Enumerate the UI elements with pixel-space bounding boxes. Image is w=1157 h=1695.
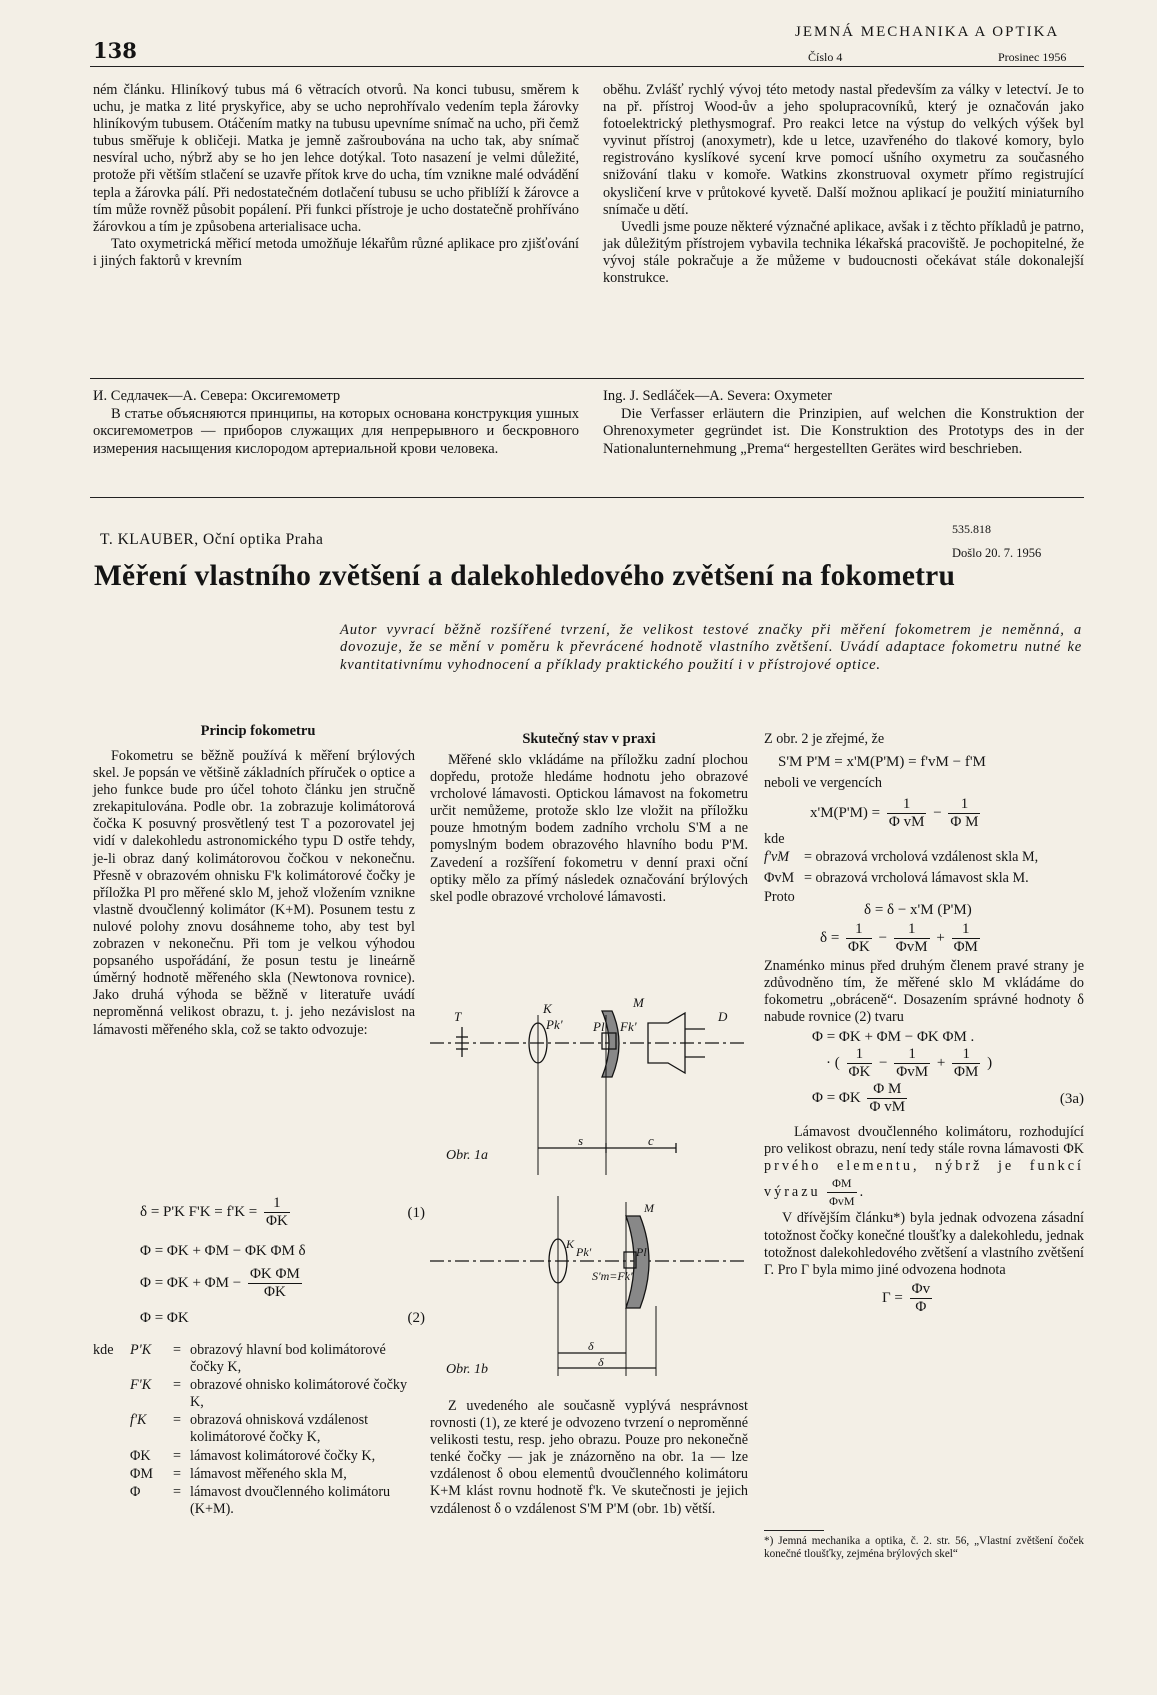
defs-kde: kde: [93, 1342, 114, 1358]
frac-num: 1: [952, 1046, 980, 1064]
frac-num: 1: [847, 1046, 873, 1064]
summary-ru-title: И. Седлачек—А. Севера: Оксигемометр: [93, 388, 341, 404]
eq1-den: ΦK: [265, 1213, 288, 1229]
definition-row: [93, 1448, 423, 1466]
eq1-num: 1: [264, 1195, 290, 1213]
issue-label: Číslo 4: [808, 50, 843, 64]
eqphi2-fraction-2: [894, 1046, 930, 1081]
frac-den: ΦK: [848, 1063, 871, 1080]
def-text: = obrazová vrcholová lámavost skla M.: [804, 869, 1029, 886]
fig-label-s: s: [578, 1133, 584, 1148]
figure-1b-caption: Obr. 1b: [446, 1362, 489, 1377]
figure-1b: [430, 1196, 750, 1376]
def-eq: =: [173, 1412, 182, 1429]
summary-de-title: Ing. J. Sedláček—A. Severa: Oxymeter: [603, 388, 833, 404]
eq1-lhs: δ = P'K F'K = f'K =: [140, 1203, 258, 1220]
article-author: T. KLAUBER, Oční optika Praha: [100, 531, 324, 548]
frac-den: Φ vM: [869, 1098, 906, 1115]
section-rule: [90, 378, 1084, 379]
prev-col2-paragraph: Uvedli jsme pouze některé význačné aplikace, avšak i z těchto příkladů je patrno, jak důležitým přístrojem vybavila technika lékařská pracoviště. Je pochopitelné, že vývoj stále pokračuje a že můžeme v budoucnosti očekávat stále dokonalejší konstrukce.: [603, 218, 1084, 287]
prev-article-col1: [93, 82, 579, 270]
def-eq: =: [173, 1377, 182, 1394]
def-symbol: P'K: [130, 1342, 152, 1358]
equation-a: Φ = ΦK + ΦM − ΦK ΦM δ: [140, 1243, 306, 1259]
def-text: lámavost dvoučlenného kolimátoru (K+M).: [190, 1483, 391, 1517]
journal-title: JEMNÁ MECHANIKA A OPTIKA: [795, 24, 1060, 40]
equation-delta-2: δ = $\frac{1}{\Phi K}$ − $\frac{1}{\text{ΦvM}}$ + $\frac{1}{\Phi M}$: [820, 920, 978, 956]
eq2-body: Φ = ΦK: [140, 1310, 189, 1326]
frac-den: ΦK: [848, 939, 870, 956]
frac-den: ΦvM: [896, 1063, 929, 1080]
col3-text: Z obr. 2 je zřejmé, že: [764, 731, 885, 747]
summary-russian: [93, 388, 579, 458]
col3-p4-a: Lámavost dvoučlenného kolimátoru, rozhodující pro velikost obrazu, není tedy stále rovna lámavosti ΦK: [764, 1123, 1084, 1158]
def-eq: =: [173, 1342, 182, 1358]
frac-num: 1: [887, 796, 927, 814]
definition-row: [93, 1342, 423, 1377]
eq3a-fraction: [867, 1081, 907, 1116]
frac-num: 1: [894, 921, 930, 939]
prev-col1-paragraph: ném článku. Hliníkový tubus má 6 větracích otvorů. Na konci tubusu, směrem k uchu, je matka z lité pryskyřice, aby se ucho neprohřívalo vedením tepla žárovky hliníkovým tubusem. Otáčením matky na tubusu upevníme snímač na ucho, při čemž tubus směřuje k obličeji. Matka je jemně zašroubována na ucho tak, aby snímač nesvíral ucho, nýbrž aby se ho jen lehce dotýkal. Toto nasazení je velmi důležité, protože při větším stlačení se uzavře přítok krve do ucha, tím vznikne malé odvádění tepla a žárovka pálí. Při nedostatečném dotlačení tubusu se ucho přiblíží k žárovce a tím může rovněž působit popálení. Při funkci přístroje je ucho dostatečně prohříváno žárovkou a tím je způsobena arterialisace ucha.: [93, 82, 579, 235]
def-text: lámavost kolimátorové čočky K,: [190, 1447, 376, 1464]
def-eq: =: [173, 1447, 182, 1464]
frac-den: ΦM: [954, 1063, 979, 1080]
definitions-table: [93, 1342, 423, 1519]
frac-num: Φv: [910, 1281, 932, 1299]
fig-label-c: c: [648, 1133, 654, 1148]
figure-1a-caption: Obr. 1a: [446, 1148, 489, 1163]
equation-s: S'M P'M = x'M(P'M) = f'vM − f'M: [778, 754, 986, 771]
def-text: obrazové ohnisko kolimátorové čočky K,: [190, 1377, 408, 1411]
fig-label-fk: Fk': [620, 1019, 637, 1034]
fig-label-d: D: [718, 1009, 728, 1024]
frac-num: 1: [846, 921, 872, 939]
fig-label-pk: Pk': [576, 1245, 592, 1259]
eqb-num: ΦK ΦM: [249, 1266, 300, 1282]
fig-label-k: K: [566, 1237, 575, 1251]
eqd2-fraction-2: [894, 921, 930, 956]
fig-label-t: T: [454, 1009, 462, 1024]
fig-label-pk: Pk': [546, 1017, 563, 1032]
col3-definition: [764, 870, 1084, 887]
summary-de-text: Die Verfasser erläutern die Prinzipien, auf welchen die Konstruktion der Ohrenoxymeter gegründet ist. Die Konstruktion des Prototyps des in der Nationalunternehmung „Prema“ hergestellten Gerätes wird beschrieben.: [603, 405, 1084, 457]
col3-definition: [764, 849, 1084, 866]
fig-label-sm: S'm=Fk': [592, 1269, 633, 1283]
equation-gamma: [882, 1281, 1084, 1316]
header-rule: [90, 66, 1084, 67]
issue-date: Prosinec 1956: [998, 50, 1067, 64]
eqb-fraction: [248, 1266, 302, 1301]
frac-den: ΦM: [953, 939, 978, 956]
eqx-lhs: x'M(P'M) =: [810, 805, 881, 822]
eqd2-fraction-1: [846, 921, 872, 956]
equation-3a: [812, 1081, 1084, 1116]
eqx-fraction-2: [948, 796, 980, 831]
prev-col1-paragraph: Tato oxymetrická měřicí metoda umožňuje lékařům různé aplikace pro zjišťování i jiných faktorů v krevním: [93, 235, 579, 269]
footnote: *) Jemná mechanika a optika, č. 2. str. 56, „Vlastní zvětšení čoček konečné tloušťky, zejména brýlových skel“: [764, 1535, 1084, 1560]
eqgamma-fraction: [910, 1281, 932, 1316]
col3-text: Proto: [764, 888, 795, 905]
fig-label-m: M: [633, 995, 644, 1010]
eqgamma-lhs: Γ =: [882, 1289, 903, 1306]
equation-phi-2: · ( $\frac{1}{\Phi K}$ − $\frac{1}{\text{ΦvM}}$ + $\frac{1}{\Phi M}$ ): [826, 1045, 993, 1080]
col3-paragraph: Znaménko minus před druhým členem pravé strany je zdůvodněno tím, že měřené sklo M vkládáme do fokometru „obráceně“. Dosazením správné hodnoty δ nabude rovnice (2) tvaru: [764, 958, 1084, 1026]
def-text: obrazový hlavní bod kolimátorové čočky K,: [190, 1342, 386, 1376]
prev-article-col2: [603, 82, 1084, 287]
section-rule: [90, 497, 1084, 498]
article-abstract: Autor vyvrací běžně rozšířené tvrzení, že velikost testové značky při měření fokometrem je neměnná, a dovozuje, že se mění v poměru k převrácené hodnotě vlastního zvětšení. Uvádí adaptace fokometru nutné ke kvantitativnímu vyhodnocení a příklady praktického použití i v přístrojové optice.: [340, 622, 1082, 673]
column-2-continued: [430, 1398, 748, 1518]
definition-row: [93, 1484, 423, 1519]
equation-1: [140, 1195, 425, 1230]
prev-col2-paragraph: oběhu. Zvlášť rychlý vývoj této metody nastal především za války v letectví. Je to na př. přístroj Wood-ův a jeho spolupracovníků, který je označován jako fotoelektrický plethysmograf. Pro reakci letce na výstup do velkých výšek byl vyvinut přístroj (anoxymetr), kde u letce, uzavřeného do tlakové komory, bylo registrováno kyslíkové sycení krve pomocí ušního oxymetru za současného snižování tlaku v komoře. Watkins zkonstruoval oxymetr přímo registrující okysličení krve v průtokové kyvetě. Další možnou aplikací je použití miniaturního snímače u dětí.: [603, 82, 1084, 218]
def-symbol: Φ: [130, 1483, 141, 1500]
definition-row: [93, 1412, 423, 1447]
col2-paragraph: Měřené sklo vkládáme na příložku zadní plochou dopředu, protože hledáme hodnotu jeho obrazové vrcholové lámavosti. Optickou lámavost na fokometru určit nemůžeme, protože sklo lze vložit na příložku pouze hmotným bodem zadního vrcholu S'M a ne pomyslným bodem obrazového hlavního bodu P'M. Zavedení a rozšíření fokometru v denní praxi oční optiky mělo za přímý následek označování brýlových skel podle obrazové vrcholové lámavosti.: [430, 752, 748, 905]
def-symbol: ΦvM: [764, 869, 795, 886]
frac-den: ΦvM: [829, 1194, 855, 1209]
eq2-number: (2): [407, 1310, 425, 1326]
col3-paragraph: V dřívějším článku*) byla jednak odvozena zásadní totožnost čočky konečné tloušťky a dalekohledu, jednak totožnost dalekohledového zvětšení a vlastního zvětšení Γ. Pro Γ byla mimo jiné odvozena hodnota: [764, 1210, 1084, 1278]
equation-b: [140, 1266, 305, 1301]
summary-ru-text: В статье объясняются принципы, на которых основана конструкция ушных оксигемометров — приборов служащих для непрерывного и бескровного измерения насыщения кислородом артериальной крови человека.: [93, 405, 579, 457]
eq1-fraction: [264, 1195, 290, 1230]
eq3a-lhs: Φ = ΦK: [812, 1089, 861, 1106]
p4-fraction: [827, 1175, 856, 1210]
frac-num: ΦM: [827, 1175, 856, 1193]
figure-1a: [430, 985, 750, 1175]
summary-german: [603, 388, 1084, 458]
eqphi2-fraction-3: [952, 1046, 980, 1081]
def-symbol: ΦK: [130, 1447, 151, 1464]
footnote-rule: [764, 1530, 824, 1531]
def-eq: =: [173, 1465, 182, 1482]
col3-text: neboli ve vergencích: [764, 775, 882, 792]
page-number: 138: [93, 38, 137, 63]
def-text: obrazová ohnisková vzdálenost kolimátorové čočky K,: [190, 1412, 369, 1446]
def-text: lámavost měřeného skla M,: [190, 1465, 347, 1482]
fig-label-delta: δ: [588, 1339, 594, 1353]
frac-num: 1: [952, 921, 980, 939]
eqb-lhs: Φ = ΦK + ΦM −: [140, 1274, 242, 1291]
section-heading: Princip fokometru: [200, 723, 316, 739]
eq3a-number: (3a): [1059, 1090, 1084, 1107]
definition-row: [93, 1377, 423, 1412]
frac-den: Φ vM: [888, 814, 925, 831]
frac-num: 1: [894, 1046, 930, 1064]
col3-text: kde: [764, 831, 785, 848]
fig-label-pl: Pl: [636, 1245, 647, 1259]
thick-measured-lens: [626, 1216, 649, 1308]
fig-label-m: M: [644, 1201, 654, 1215]
column-3: [764, 731, 1084, 1316]
col3-p4-b: prvého elementu, nýbrž je funkcí výrazu: [764, 1158, 1084, 1201]
def-symbol: f'vM: [764, 848, 790, 865]
section-heading: Skutečný stav v praxi: [522, 731, 656, 747]
frac-num: Φ M: [867, 1081, 907, 1099]
equation-2: [140, 1310, 425, 1327]
definition-row: [93, 1466, 423, 1484]
eqphi2-fraction-1: [847, 1046, 873, 1081]
frac-num: 1: [948, 796, 980, 814]
def-eq: =: [173, 1483, 182, 1500]
eqx-fraction-1: [887, 796, 927, 831]
def-symbol: F'K: [130, 1377, 152, 1394]
column-2: [430, 752, 748, 906]
eq1-number: (1): [407, 1205, 425, 1221]
fig-label-k: K: [543, 1001, 552, 1016]
frac-den: ΦvM: [895, 939, 928, 956]
def-symbol: ΦM: [130, 1465, 153, 1482]
col3-paragraph: Lámavost dvoučlenného kolimátoru, rozhodující pro velikost obrazu, není tedy stále rovna lámavosti ΦK prvého elementu, nýbrž je funkcí výrazu $\frac{\Phi M}{\text{ΦvM}}$ .: [764, 1124, 1084, 1210]
frac-den: Φ: [915, 1298, 927, 1315]
column-1: [93, 748, 415, 1039]
fig-label-delta-bar: δ: [598, 1355, 604, 1369]
frac-den: Φ M: [950, 814, 979, 831]
eqd2-fraction-3: [952, 921, 980, 956]
equation-delta-1: δ = δ − x'M (P'M): [864, 901, 972, 918]
udc-code: 535.818: [952, 522, 991, 536]
equation-phi-1: Φ = ΦK + ΦM − ΦK ΦM .: [812, 1028, 975, 1045]
col2-paragraph: Z uvedeného ale současně vyplývá nesprávnost rovnosti (1), ze které je odvozeno tvrzení o neproměnné velikosti testu, resp. jeho obrazu. Pouze pro nekonečně tenké čočky — jak je znázorněno na obr. 1a — lze vzdálenost δ obou elementů dvoučlenného kolimátoru K+M klást rovnu hodnotě f'k. Ve skutečnosti je jejich vzdálenost δ o vzdálenost S'M P'M (obr. 1b) větší.: [430, 1398, 748, 1517]
eqd2-lhs: δ =: [820, 929, 840, 946]
received-date: Došlo 20. 7. 1956: [952, 546, 1042, 560]
article-title: Měření vlastního zvětšení a dalekohledového zvětšení na fokometru: [94, 560, 956, 592]
def-symbol: f'K: [130, 1412, 147, 1429]
eqb-den: ΦK: [263, 1284, 286, 1300]
equation-x: x'M(P'M) = $\frac{1}{\text{Φ vM}}$ − $\frac{1}{\text{Φ M}}$: [810, 796, 979, 831]
fig-label-pl: Pl: [593, 1019, 605, 1034]
col1-paragraph: Fokometru se běžně používá k měření brýlových skel. Je popsán ve většině základních příruček o optice a jeho funkce bude pro účel tohoto článku jen stručně zrekapitulována. Podle obr. 1a zobrazuje kolimátorová čočka K posuvný prosvětlený test T a pozorovatel jej vidí v dalekohledu astronomického typu D ostře tehdy, je-li obraz daný kolimátorovou čočkou v nekonečnu. Přesně v obrazovém ohnisku F'k kolimátorové čočky je příložka Pl pro měřené sklo M, jehož vložením vznikne vlastně dvoučlenný kolimátor (K+M). Posunem testu z nulové polohy znovu dosáhneme toho, aby test byl zobrazen v nekonečnu. Při tom je velkou výhodou popsaného uspořádání, že posun testu je lineárně úměrný hodnotě měřeného skla (Newtonova rovnice). Jako druhá výhoda se běžně v literatuře uvádí neproměnná velikost obrazu, t. j. jeho nezávislost na lámavosti měřeného skla, což se takto odvozuje:: [93, 748, 415, 1038]
def-text: = obrazová vrcholová vzdálenost skla M,: [804, 848, 1039, 865]
